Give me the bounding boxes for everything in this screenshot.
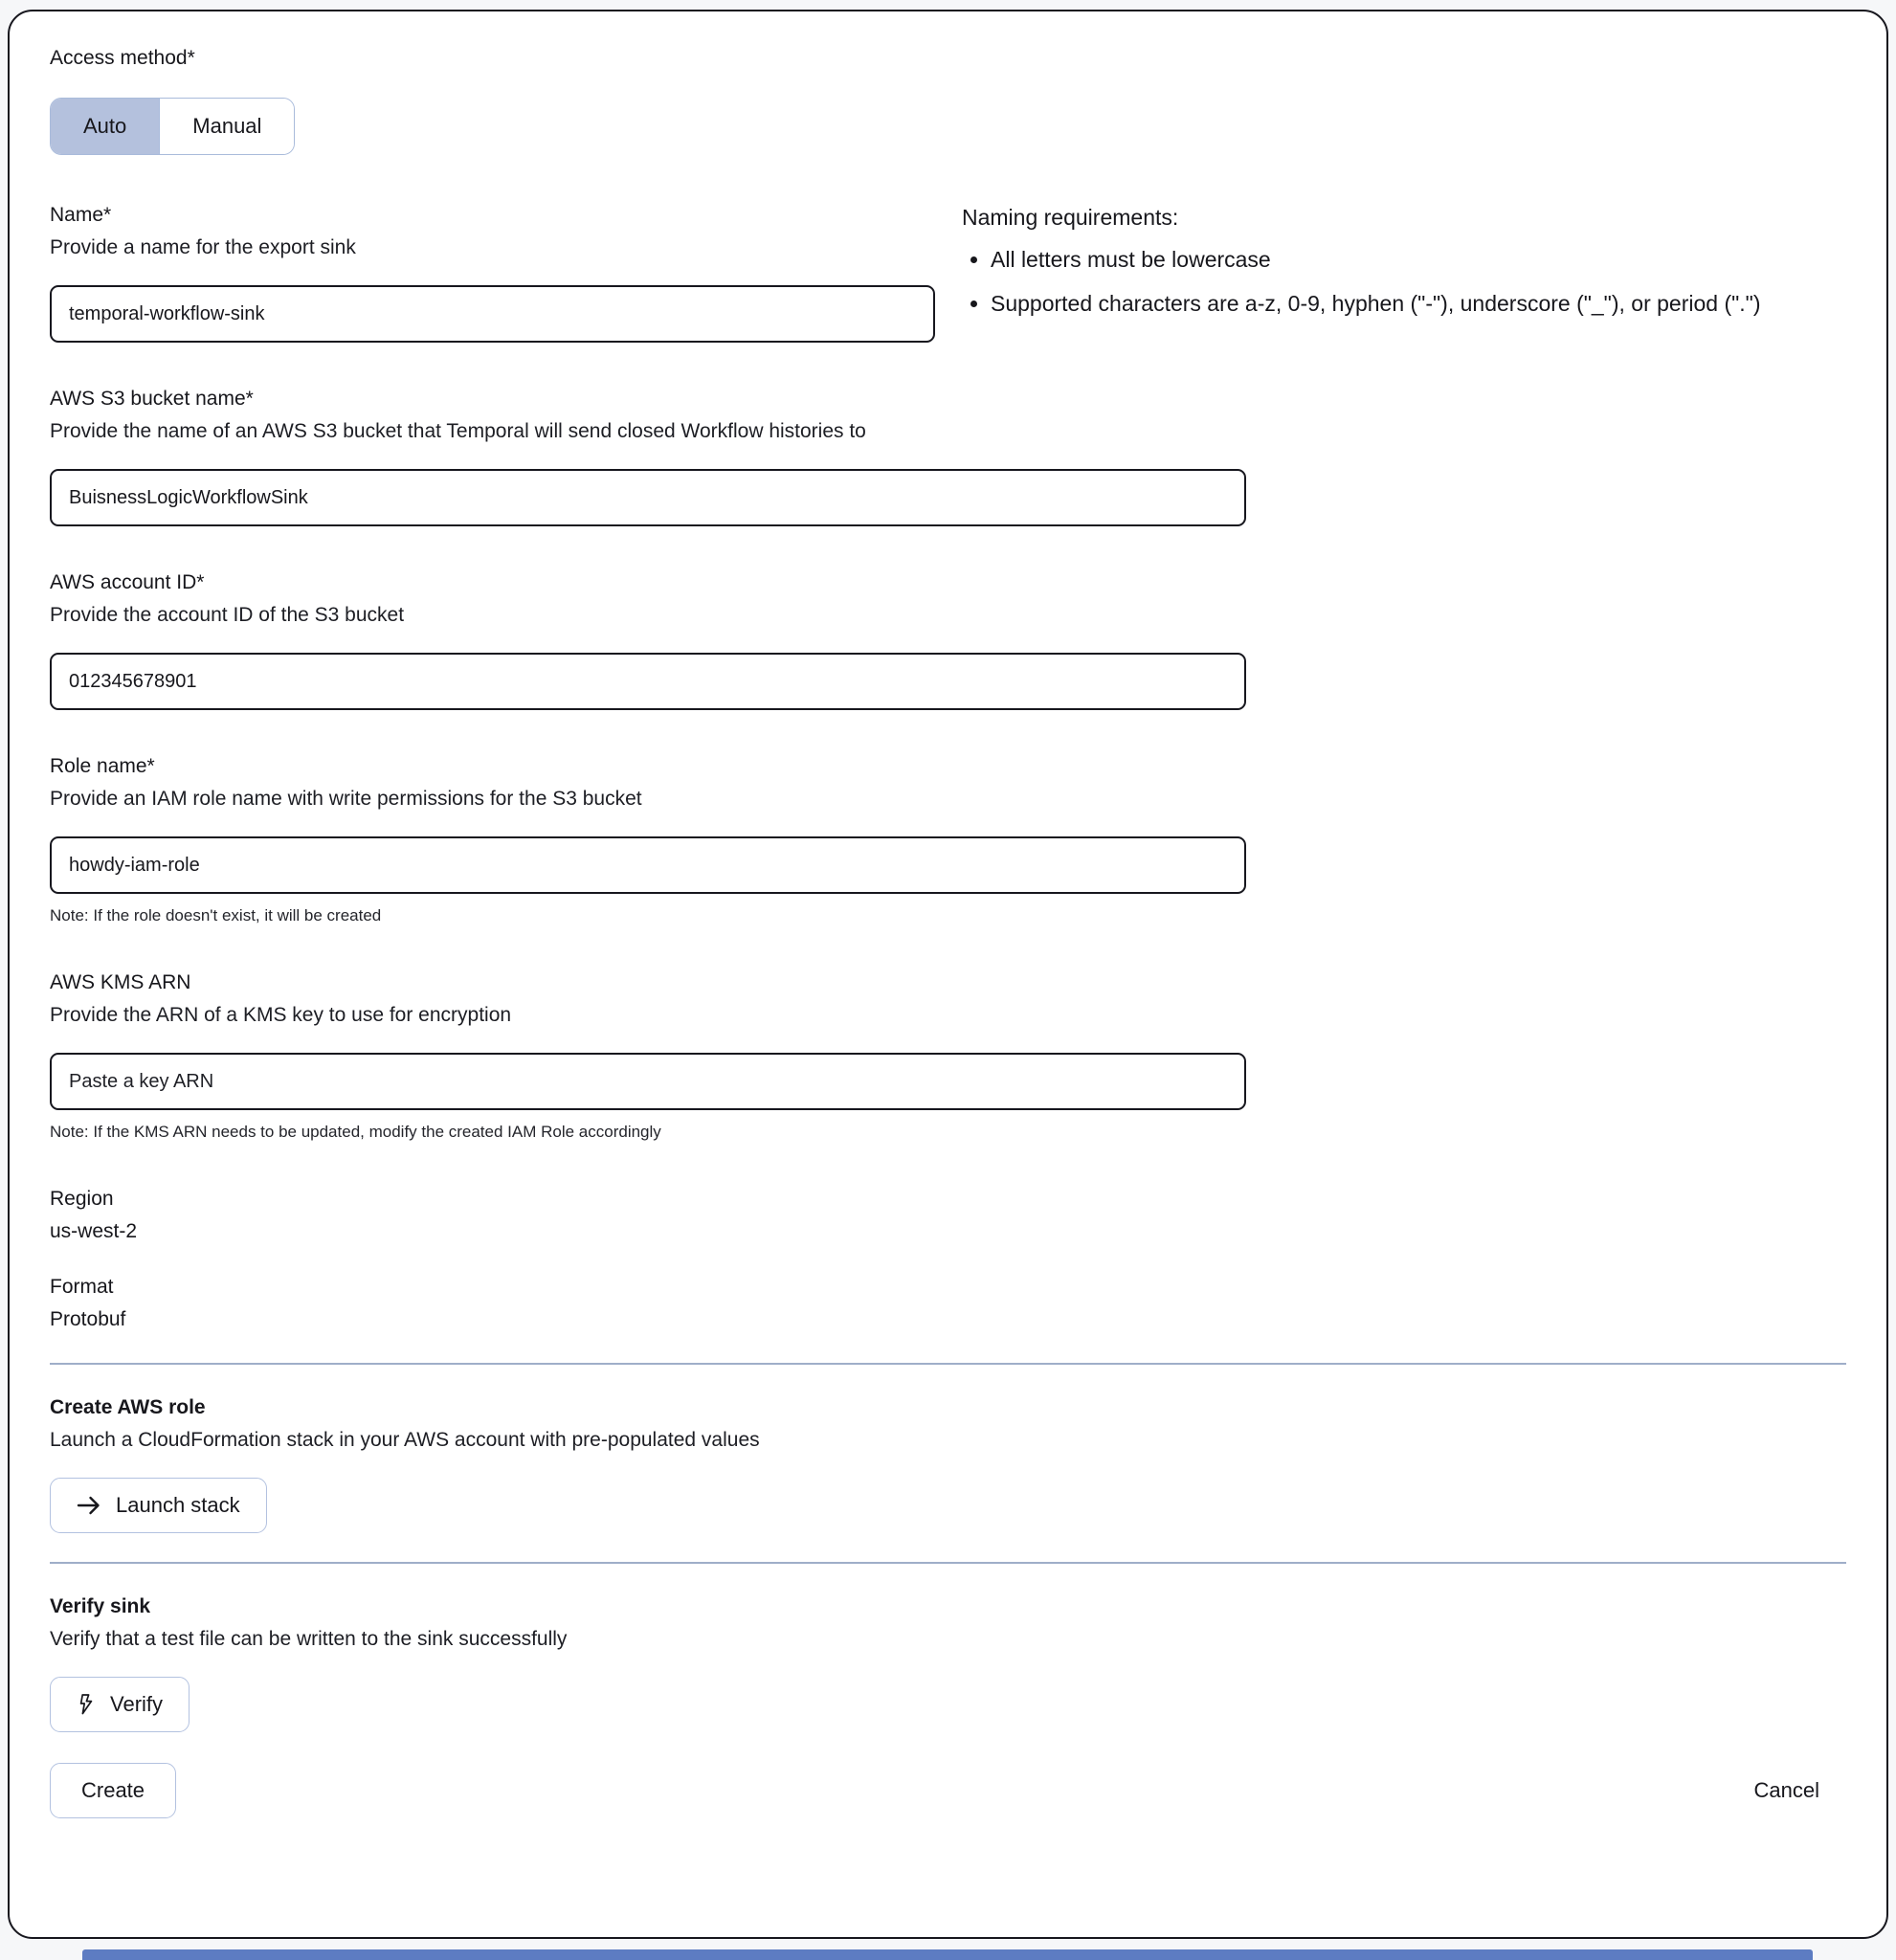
verify-button-label: Verify [110, 1692, 164, 1716]
cancel-button[interactable]: Cancel [1749, 1777, 1825, 1804]
kms-arn-label: AWS KMS ARN [50, 971, 191, 993]
naming-requirements [962, 201, 1828, 331]
role-name-label: Role name* [50, 755, 155, 777]
naming-requirements-title: Naming requirements: [962, 205, 1179, 230]
launch-stack-button[interactable] [50, 1478, 267, 1533]
verify-sink-section [50, 1592, 1846, 1732]
bucket-description: Provide the name of an AWS S3 bucket that Temporal will send closed Workflow histories to [50, 420, 866, 442]
naming-requirements-list [962, 243, 1828, 320]
format-label: Format [50, 1276, 114, 1298]
region-label: Region [50, 1188, 114, 1210]
format-readonly [50, 1273, 1846, 1334]
bucket-input[interactable] [50, 469, 1246, 526]
name-field-group [50, 201, 935, 343]
access-method-label: Access method* [50, 47, 195, 69]
create-aws-role-title: Create AWS role [50, 1396, 206, 1418]
role-name-field-group [50, 752, 1846, 926]
launch-stack-button-label: Launch stack [116, 1493, 240, 1517]
bucket-label: AWS S3 bucket name* [50, 388, 254, 410]
create-export-sink-form [8, 10, 1888, 1939]
kms-arn-note: Note: If the KMS ARN needs to be updated, modify the created IAM Role accordingly [50, 1123, 661, 1141]
account-id-input[interactable] [50, 653, 1246, 710]
account-id-label: AWS account ID* [50, 571, 205, 593]
verify-sink-description: Verify that a test file can be written to the sink successfully [50, 1628, 568, 1650]
role-name-input[interactable] [50, 836, 1246, 894]
section-divider [50, 1363, 1846, 1365]
access-method-toggle [50, 98, 295, 155]
kms-arn-input[interactable] [50, 1053, 1246, 1110]
name-and-requirements-row [50, 201, 1846, 343]
form-actions [50, 1763, 1846, 1818]
role-name-description: Provide an IAM role name with write permissions for the S3 bucket [50, 788, 642, 810]
naming-requirement-item: • All letters must be lowercase [991, 243, 1828, 276]
create-aws-role-description: Launch a CloudFormation stack in your AWS account with pre-populated values [50, 1429, 760, 1451]
region-readonly [50, 1185, 1846, 1246]
access-method-auto-option[interactable]: Auto [51, 99, 159, 154]
role-name-note: Note: If the role doesn't exist, it will be created [50, 906, 382, 924]
create-aws-role-section [50, 1393, 1846, 1533]
format-value: Protobuf [50, 1308, 126, 1330]
create-button[interactable]: Create [50, 1763, 176, 1818]
verify-button[interactable] [50, 1677, 190, 1732]
arrow-right-icon [77, 1495, 101, 1516]
name-input[interactable] [50, 285, 935, 343]
kms-arn-field-group [50, 969, 1846, 1143]
account-id-field-group [50, 568, 1846, 710]
name-description: Provide a name for the export sink [50, 236, 356, 258]
bottom-accent-bar [82, 1949, 1813, 1960]
bucket-field-group [50, 385, 1846, 526]
section-divider [50, 1562, 1846, 1564]
account-id-description: Provide the account ID of the S3 bucket [50, 604, 405, 626]
naming-requirement-item: • Supported characters are a-z, 0-9, hyphen ("-"), underscore ("_"), or period (".") [991, 287, 1828, 320]
name-label: Name* [50, 204, 112, 226]
lightning-bolt-icon [77, 1693, 96, 1716]
region-value: us-west-2 [50, 1220, 138, 1242]
access-method-manual-option[interactable]: Manual [159, 99, 294, 154]
kms-arn-description: Provide the ARN of a KMS key to use for encryption [50, 1004, 512, 1026]
verify-sink-title: Verify sink [50, 1595, 151, 1617]
